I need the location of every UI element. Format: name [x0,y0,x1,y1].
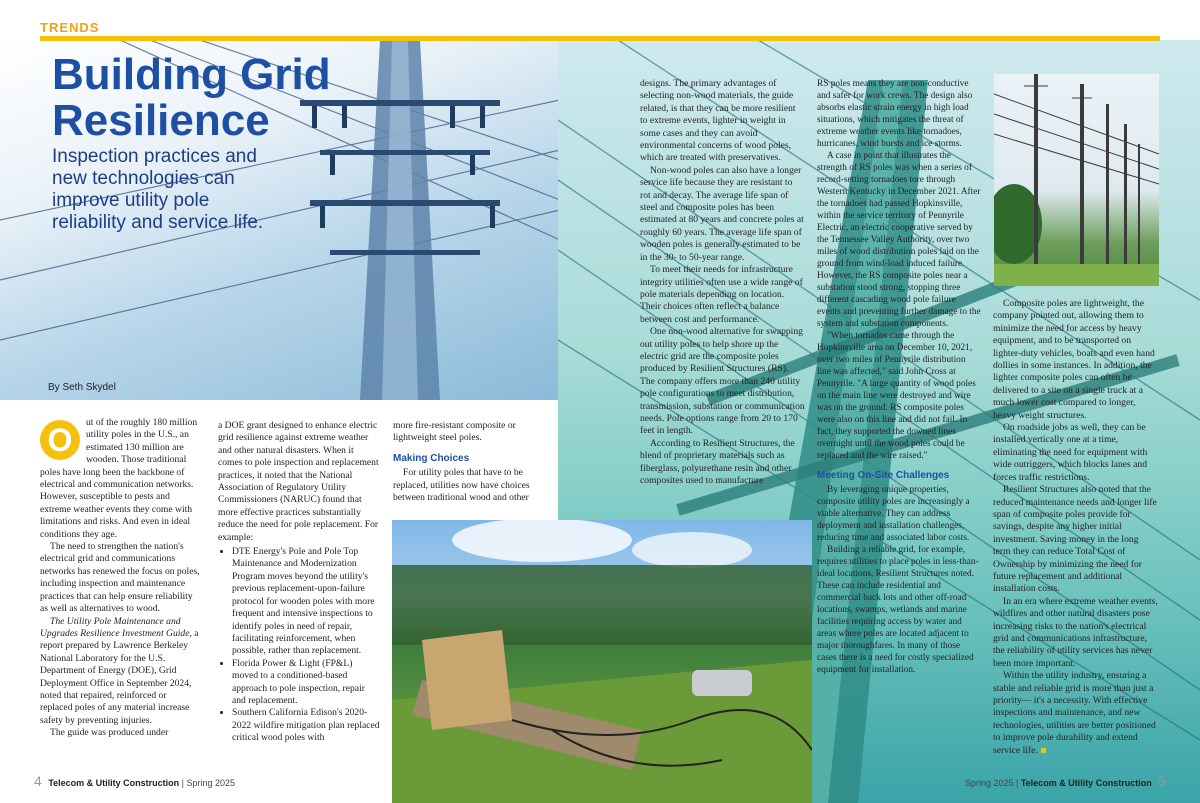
list-item: • Southern California Edison's 2020-2022 wildfire mitigation plan replaced critical wood poles with [232,707,380,744]
col6-paragraph: On roadside jobs as well, they can be installed vertically one at a time, eliminating the need for equipment with wide outriggers, which blocks lanes and forces traffic restrictions. [993,422,1148,483]
publication-name: Telecom & Utility Construction [48,778,180,788]
footer-left [30,773,235,789]
broken-pole-illustration [392,520,812,803]
broken-pole-photo [392,520,812,803]
col5-paragraph: By leveraging unique properties, composite utility poles are increasingly a viable alternative. They can address deployment and installation challenges, reducing time and associated labor costs. [817,485,970,543]
column-5 [817,78,981,676]
col1-paragraph-text: a report prepared by Lawrence Berkeley National Laboratory for the U.S. Department of Energy (DOE), Grid Deployment Office in September 2024, noted that repaired, reinforced or replaced poles of any material increase safety by preventing injuries. [40,627,199,726]
col1-paragraph: ut of the roughly 180 million utility poles in the U.S., an estimated 130 million are wooden. Those traditional poles have long been the backbone of electrical and communication networks. However, susceptible to pests and extreme weather events they come with limitations and risks. And even in ideal conditions they age. [40,417,198,540]
col3-paragraph: more fire-resistant composite or lightweight steel poles. [393,420,516,444]
article-title: Building Grid Resilience [52,50,331,145]
column-1 [40,417,200,740]
col6-paragraph: Composite poles are lightweight, the company pointed out, allowing them to minimize the need for access by heavy equipment, and to be transported on lighter-duty vehicles, boats and even hand dollies in some instances. In addition, the lighter composite poles can often be delivered to a site on a single truck at a much lower cost compared to longer, heavy weight structures. [993,298,1155,421]
col2-paragraph: a DOE grant designed to enhance electric grid resilience against extreme weather and other natural disasters. When it comes to pole inspection and replacement practices, it noted that the National Association of Regulatory Utility Commissioners (NARUC) found that more effective practices substantially reduce the need for pole replacement. For example: [218,420,379,543]
col5-paragraph: A case in point that illustrates the strength of RS poles was when a series of record-setting tornadoes tore through Western Kentucky in December 2021. After the tornadoes had passed Hopkinsville, within the service territory of Pennyrile Electric, an electric cooperative served by the Tennessee Valley Authority, over two miles of wood distribution poles laid on the ground from wind-load induced failure. However, the RS composite poles near a substation stood strong, stopping three different cascading wood pole failure events and preventing further damage to the system and substation components. [817,151,981,329]
list-item: • Florida Power & Light (FP&L) moved to a conditioned-based approach to pole inspection, repair and replacement. [232,658,380,708]
footer-divider: | [1016,778,1021,788]
footer-divider: | [181,778,187,788]
report-title: The Utility Pole Maintenance and Upgrades Resilience Investment Guide, [40,615,192,639]
publication-name: Telecom & Utility Construction [1020,778,1152,788]
list-item: • DTE Energy's Pole and Pole Top Maintenance and Modernization Program moves beyond the utility's previous replacement-upon-failure protocol for wooden poles with more frequent and intensive inspections to identify poles in need of repair, facilitating reinforcement, when possible, rather than replacement. [232,546,380,658]
col5-paragraph: RS poles means they are non-conductive and safer for work crews. The design also absorbs elastic strain energy in high load situations, which mitigates the threat of extreme weather events like tornadoes, hurricanes, wind bursts and ice storms. [817,79,973,149]
section-heading: Meeting On-Site Challenges [817,470,950,481]
col4-paragraph: According to Resilient Structures, the blend of proprietary materials such as fiberglass, polyurethane resin and other composites used to manufacture [640,437,795,486]
dropcap: O [40,420,80,460]
examples-list [218,546,380,745]
issue-date: Spring 2025 [186,778,236,788]
col6-paragraph: In an era where extreme weather events, wildfires and other natural disasters pose increasing risks to the nation's electrical grid and communications infrastructure, the reliability of utility services has never been more important. [993,595,1158,669]
page-number: 5 [1158,773,1166,789]
column-3 [393,420,551,504]
col3-paragraph: For utility poles that have to be replaced, utilities now have choices between traditional wood and other [393,467,530,504]
footer-right [965,773,1170,789]
section-heading: Making Choices [393,452,470,464]
page-number: 4 [34,773,42,789]
column-4 [640,78,805,487]
col4-paragraph: To meet their needs for infrastructure integrity utilities often use a wide range of pole materials depending on location. Their choices often reflect a balance between cost and performance. [640,264,803,325]
col6-paragraph: Resilient Structures also noted that the reduced maintenance needs and longer life span of composite poles provide for savings, despite any higher initial investment. Saving money in the long term they can reduce Total Cost of Ownership by minimizing the need for future replacement and additional installation costs. [993,484,1157,595]
col6-paragraph [993,670,1158,757]
pole-line-inset-photo [994,74,1159,286]
col4-paragraph: Non-wood poles can also have a longer service life because they are resistant to rot and decay. The average life span of steel and composite poles has been estimated at 80 years and concrete poles at roughly 60 years. The average life span of wooden poles is generally estimated to be in the 30- to 50-year range. [640,164,804,263]
col4-paragraph: One non-wood alternative for swapping out utility poles to help shore up the electric grid are the composite poles produced by Resilient Structures (RS). The company offers more than 240 utility pole configurations to meet distribution, transmission, substation or communication needs. Pole options range from 20 to 170 feet in length. [640,326,805,437]
column-6 [993,298,1158,757]
section-label: TRENDS [40,20,100,35]
col5-paragraph: "When tornados came through the Hopkinsville area on December 10, 2021, over two miles of Pennyrile distribution line was affected," said John Cross at Pennyrile. "A large quantity of wood poles on the main line were destroyed and wire was on the ground. RS composite poles were also on this line and did not fail. In fact, they supported the downed lines overnight until the wood poles could be replaced and the wire raised." [817,331,976,461]
col1-paragraph: The need to strengthen the nation's electrical grid and communications networks has renewed the focus on poles, including inspection and maintenance practices that can help ensure reliability as well as alternatives to wood. [40,541,200,615]
article-deck: Inspection practices and new technologies can improve utility pole reliability and service life. [52,146,264,233]
col4-paragraph: designs. The primary advantages of selecting non-wood materials, the guide related, is that they can be more resilient to extreme events, lighter in weight in some cases and they can avoid environmental concerns of wood poles, which are treated with preservatives. [640,78,796,164]
byline: By Seth Skydel [48,382,116,393]
col6-paragraph-text: Within the utility industry, ensuring a stable and reliable grid is more than just a priority— it's a necessity. With effective inspections and maintenance, and new technologies, utilities are better positioned to improve pole durability and extend service life. [993,670,1156,756]
col5-paragraph: Building a reliable grid, for example, requires utilities to place poles in less-than-ideal locations, Resilient Structures noted. These can include residential and commercial back lots and other off-road locations, swamps, wetlands and marine facilities requiring access by water and areas where poles are located adjacent to major thoroughfares. In many of those cases there is a need for costly specialized equipment for installation. [817,545,979,675]
pole-line-illustration [994,74,1159,286]
col1-paragraph [40,616,200,728]
end-mark-icon [1041,748,1046,753]
header-rule [40,36,1160,41]
column-2 [218,420,380,745]
col1-paragraph: The guide was produced under [50,727,169,739]
issue-date: Spring 2025 [964,778,1014,788]
